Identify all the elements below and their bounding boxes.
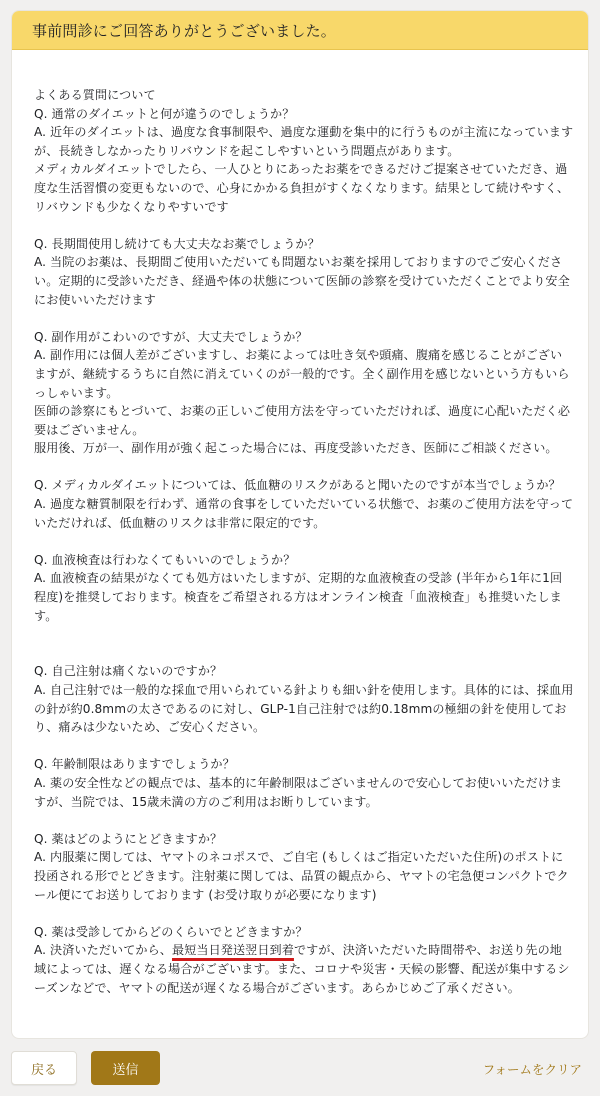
faq-answer: A. 薬の安全性などの観点では、基本的に年齢制限はございませんので安心してお使いいただけますが、当院では、15歳未満の方のご利用はお断りしています。	[34, 775, 563, 809]
faq-item	[34, 235, 574, 309]
faq-answer: 医師の診察にもとづいて、お薬の正しいご使用方法を守っていただければ、過度に心配いただく必要はございません。	[34, 404, 571, 437]
answer-prefix: A. 決済いただいてから、	[34, 943, 172, 958]
page-title: 事前問診にご回答ありがとうございました。	[32, 21, 337, 40]
faq-answer: A. 副作用には個人差がございますし、お薬によっては吐き気や頭痛、腹痛を感じることがございますが、継続するうちに自然に消えていくのが一般的です。全く副作用を感じないという方もいらっしゃいます。	[34, 348, 570, 400]
faq-question: Q. メディカルダイエットについては、低血糖のリスクがあると聞いたのですが本当でしょうか？	[34, 478, 561, 493]
form-footer	[0, 1049, 600, 1087]
faq-item	[34, 923, 574, 997]
card-header	[12, 11, 588, 50]
faq-item	[34, 755, 574, 811]
highlighted-delivery-text: 最短当日発送翌日到着	[172, 943, 294, 958]
back-button[interactable]: 戻る	[11, 1051, 77, 1085]
faq-answer: メディカルダイエットでしたら、一人ひとりにあったお薬をできるだけご提案させていただき、過度な生活習慣の変更もないので、心身にかかる負担がすくなくなります。結果として続けやすく、リバウンドも少なくなりやすいです	[34, 162, 570, 214]
faq-answer: A. 内服薬に関しては、ヤマトのネコポスで、ご自宅 (もしくはご指定いただいた住所)のポストに投函される形でとどきます。注射薬に関しては、品質の観点から、ヤマトの宅急便コンパクトでクール便にてお送りしております (お受け取りが必要になります)	[34, 850, 569, 902]
faq-item	[34, 476, 574, 532]
clear-form-link[interactable]: フォームをクリア	[482, 1062, 582, 1077]
faq-item	[34, 551, 574, 625]
faq-section	[12, 50, 588, 997]
faq-question: Q. 薬は受診してからどのくらいでとどきますか？	[34, 924, 308, 939]
response-card	[11, 10, 589, 1039]
faq-answer: A. 血液検査の結果がなくても処方はいたしますが、定期的な血液検査の受診 (半年から1年に1回程度)を推奨しております。検査をご希望される方はオンライン検査「血液検査」も推奨いたします。	[34, 571, 563, 623]
answer-suffix: ですが、決済いただいた時間帯や、お送り先の地域によっては、遅くなる場合がございます。また、コロナや災害・天候の影響、配送が集中するシーズンなどで、ヤマトの配送が遅くなる場合がございます。あらかじめご了承ください。	[34, 943, 570, 995]
faq-answer: 服用後、万が一、副作用が強く起こった場合には、再度受診いただき、医師にご相談ください。	[34, 441, 558, 456]
faq-answer: A. 自己注射では一般的な採血で用いられている針よりも細い針を使用します。具体的には、採血用の針が約0.8mmの太さであるのに対し、GLP-1自己注射では約0.18mmの極細の針を使用しており、痛みは少ないため、ご安心ください。	[34, 683, 574, 735]
faq-question: Q. 血液検査は行わなくてもいいのでしょうか？	[34, 552, 296, 567]
faq-question: Q. 薬はどのようにとどきますか？	[34, 831, 223, 846]
faq-question: Q. 副作用がこわいのですが、大丈夫でしょうか？	[34, 329, 308, 344]
faq-item	[34, 105, 574, 217]
faq-item	[34, 830, 574, 904]
faq-question: Q. 長期間使用し続けても大丈夫なお薬でしょうか？	[34, 236, 320, 251]
faq-answer: A. 当院のお薬は、長期間ご使用いただいても問題ないお薬を採用しておりますのでご安心ください。定期的に受診いただき、経過や体の状態について医師の診察を受けていただくことでより安全にお使いいただけます	[34, 255, 570, 307]
faq-question: Q. 年齢制限はありますでしょうか？	[34, 757, 235, 772]
submit-button[interactable]: 送信	[91, 1051, 160, 1085]
faq-question: Q. 通常のダイエットと何が違うのでしょうか？	[34, 106, 295, 121]
faq-answer	[34, 941, 574, 997]
faq-heading: よくある質問について	[34, 88, 156, 102]
faq-item	[34, 328, 574, 458]
faq-question: Q. 自己注射は痛くないのですか？	[34, 664, 223, 679]
faq-item	[34, 662, 574, 736]
faq-answer: A. 過度な糖質制限を行わず、通常の食事をしていただいている状態で、お薬のご使用方法を守っていただければ、低血糖のリスクは非常に限定的です。	[34, 497, 574, 530]
faq-answer: A. 近年のダイエットは、過度な食事制限や、過度な運動を集中的に行うものが主流になっていますが、長続きしなかったりリバウンドを起こしやすいという問題点があります。	[34, 125, 574, 158]
